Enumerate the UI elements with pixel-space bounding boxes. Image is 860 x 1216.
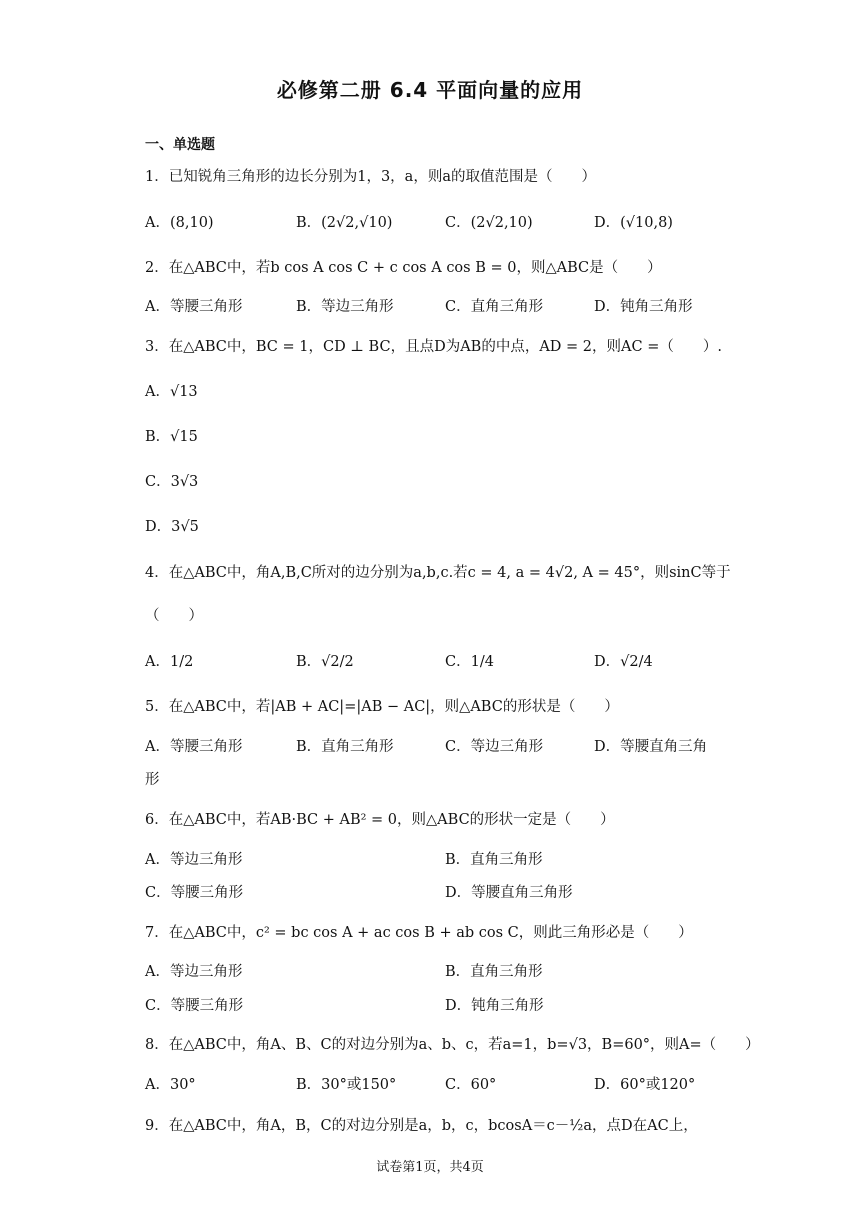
question-5-option-a: A．等腰三角形 [145,739,243,755]
question-4-option-c: C．1/4 [445,654,494,670]
question-2-stem: 2．在△ABC中，若b cos A cos C + c cos A cos B = 0，则△ABC是（ ） [145,260,662,276]
question-7-option-a: A．等边三角形 [145,964,243,980]
question-8-option-c: C．60° [445,1077,497,1093]
question-7-option-d: D．钝角三角形 [445,998,544,1014]
question-3-option-a: A．√13 [145,384,198,400]
question-1-option-c: C．(2√2,10) [445,215,533,231]
page-footer: 试卷第1页，共4页 [376,1160,484,1175]
question-2-option-b: B．等边三角形 [296,299,394,315]
question-1-option-a: A．(8,10) [145,215,214,231]
question-6-option-d: D．等腰直角三角形 [445,885,573,901]
question-5-option-c: C．等边三角形 [445,739,544,755]
question-4-stem: 4．在△ABC中，角A,B,C所对的边分别为a,b,c.若c = 4, a = 4√2, A = 45°，则sinC等于 [145,565,731,581]
page-title: 必修第二册 6.4 平面向量的应用 [276,78,584,102]
question-4-stem-continued: （ ） [145,608,203,624]
question-6-stem: 6．在△ABC中，若AB·BC + AB² = 0，则△ABC的形状一定是（ ） [145,812,615,828]
question-7-stem: 7．在△ABC中，c² = bc cos A + ac cos B + ab cos C，则此三角形必是（ ） [145,925,693,941]
question-2-option-c: C．直角三角形 [445,299,544,315]
question-8-stem: 8．在△ABC中，角A、B、C的对边分别为a、b、c，若a=1，b=√3，B=60°，则A=（ ） [145,1037,760,1053]
question-7-option-b: B．直角三角形 [445,964,543,980]
question-1-option-d: D．(√10,8) [594,215,673,231]
question-8-option-b: B．30°或150° [296,1077,397,1093]
question-6-option-b: B．直角三角形 [445,852,543,868]
question-2-option-a: A．等腰三角形 [145,299,243,315]
question-8-option-a: A．30° [145,1077,196,1093]
question-1-option-b: B．(2√2,√10) [296,215,393,231]
question-4-option-b: B．√2/2 [296,654,354,670]
question-3-stem: 3．在△ABC中，BC = 1，CD ⊥ BC，且点D为AB的中点，AD = 2，则AC =（ ）. [145,339,722,355]
question-2-option-d: D．钝角三角形 [594,299,693,315]
question-3-option-d: D．3√5 [145,519,199,535]
question-4-option-d: D．√2/4 [594,654,653,670]
section-heading: 一、单选题 [145,137,215,153]
question-3-option-b: B．√15 [145,429,198,445]
question-5-option-d: D．等腰直角三角 [594,739,708,755]
question-9-stem: 9．在△ABC中，角A，B，C的对边分别是a，b，c，bcosA＝c－½a，点D在AC上， [145,1118,698,1134]
question-8-option-d: D．60°或120° [594,1077,696,1093]
question-5-option-d-wrap: 形 [145,772,160,788]
question-3-option-c: C．3√3 [145,474,199,490]
question-6-option-a: A．等边三角形 [145,852,243,868]
question-5-stem: 5．在△ABC中，若|AB + AC|=|AB − AC|，则△ABC的形状是（ ） [145,699,619,715]
question-6-option-c: C．等腰三角形 [145,885,244,901]
question-5-option-b: B．直角三角形 [296,739,394,755]
question-7-option-c: C．等腰三角形 [145,998,244,1014]
question-1-stem: 1．已知锐角三角形的边长分别为1，3，a，则a的取值范围是（ ） [145,169,596,185]
question-4-option-a: A．1/2 [145,654,194,670]
